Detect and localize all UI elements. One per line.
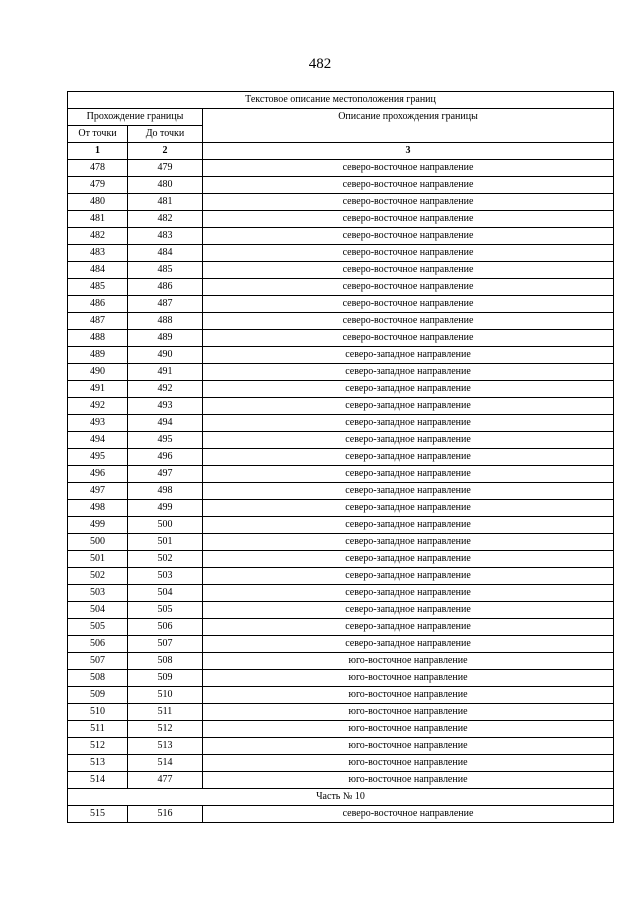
- table-row: [68, 364, 614, 381]
- cell-to-point: 483: [128, 228, 203, 245]
- cell-description: северо-западное направление: [203, 364, 614, 381]
- table-row: [68, 636, 614, 653]
- table-row: [68, 415, 614, 432]
- cell-from-point: 478: [68, 160, 128, 177]
- cell-to-point: 510: [128, 687, 203, 704]
- cell-from-point: 508: [68, 670, 128, 687]
- cell-to-point: 505: [128, 602, 203, 619]
- cell-from-point: 481: [68, 211, 128, 228]
- cell-to-point: 494: [128, 415, 203, 432]
- table-row: [68, 721, 614, 738]
- cell-description: юго-восточное направление: [203, 738, 614, 755]
- table-row: [68, 296, 614, 313]
- cell-description: северо-западное направление: [203, 568, 614, 585]
- table-title-row: [68, 92, 614, 109]
- table-title: Текстовое описание местоположения границ: [68, 92, 614, 109]
- cell-from-point: 513: [68, 755, 128, 772]
- cell-to-point: 487: [128, 296, 203, 313]
- cell-from-point: 483: [68, 245, 128, 262]
- cell-from-point: 484: [68, 262, 128, 279]
- table-row: [68, 381, 614, 398]
- cell-description: северо-западное направление: [203, 466, 614, 483]
- cell-description: северо-западное направление: [203, 381, 614, 398]
- cell-to-point: 516: [128, 806, 203, 823]
- table-row: [68, 279, 614, 296]
- cell-description: юго-восточное направление: [203, 772, 614, 789]
- table-row: [68, 449, 614, 466]
- cell-from-point: 490: [68, 364, 128, 381]
- cell-to-point: 484: [128, 245, 203, 262]
- cell-to-point: 509: [128, 670, 203, 687]
- table-row: [68, 228, 614, 245]
- cell-to-point: 480: [128, 177, 203, 194]
- cell-to-point: 489: [128, 330, 203, 347]
- cell-to-point: 479: [128, 160, 203, 177]
- cell-description: северо-восточное направление: [203, 211, 614, 228]
- cell-to-point: 493: [128, 398, 203, 415]
- cell-to-point: 501: [128, 534, 203, 551]
- cell-description: юго-восточное направление: [203, 687, 614, 704]
- cell-to-point: 490: [128, 347, 203, 364]
- column-number: 2: [128, 143, 203, 160]
- cell-description: юго-восточное направление: [203, 670, 614, 687]
- cell-description: северо-восточное направление: [203, 806, 614, 823]
- cell-description: юго-восточное направление: [203, 755, 614, 772]
- cell-from-point: 488: [68, 330, 128, 347]
- cell-description: северо-западное направление: [203, 415, 614, 432]
- cell-description: северо-западное направление: [203, 449, 614, 466]
- cell-to-point: 497: [128, 466, 203, 483]
- cell-description: северо-западное направление: [203, 551, 614, 568]
- cell-to-point: 507: [128, 636, 203, 653]
- table-row: [68, 160, 614, 177]
- table-row: [68, 806, 614, 823]
- table-row: [68, 483, 614, 500]
- table-row: [68, 194, 614, 211]
- header-to: До точки: [128, 126, 203, 143]
- table-row: [68, 551, 614, 568]
- table-row: [68, 670, 614, 687]
- cell-description: северо-западное направление: [203, 398, 614, 415]
- cell-description: северо-восточное направление: [203, 313, 614, 330]
- cell-description: северо-восточное направление: [203, 262, 614, 279]
- table-row: [68, 704, 614, 721]
- cell-from-point: 482: [68, 228, 128, 245]
- cell-from-point: 485: [68, 279, 128, 296]
- table-row: [68, 313, 614, 330]
- cell-from-point: 507: [68, 653, 128, 670]
- cell-from-point: 502: [68, 568, 128, 585]
- cell-description: северо-западное направление: [203, 500, 614, 517]
- table-row: [68, 585, 614, 602]
- table-row: [68, 738, 614, 755]
- cell-description: северо-восточное направление: [203, 296, 614, 313]
- section-row: [68, 789, 614, 806]
- cell-description: северо-западное направление: [203, 602, 614, 619]
- cell-from-point: 479: [68, 177, 128, 194]
- cell-to-point: 502: [128, 551, 203, 568]
- table-row: [68, 211, 614, 228]
- boundary-table: [67, 91, 614, 823]
- cell-description: северо-западное направление: [203, 432, 614, 449]
- cell-description: северо-восточное направление: [203, 160, 614, 177]
- cell-to-point: 485: [128, 262, 203, 279]
- cell-description: северо-западное направление: [203, 636, 614, 653]
- cell-from-point: 489: [68, 347, 128, 364]
- cell-description: северо-восточное направление: [203, 245, 614, 262]
- cell-from-point: 503: [68, 585, 128, 602]
- table-row: [68, 432, 614, 449]
- cell-from-point: 496: [68, 466, 128, 483]
- cell-from-point: 501: [68, 551, 128, 568]
- cell-to-point: 500: [128, 517, 203, 534]
- cell-from-point: 495: [68, 449, 128, 466]
- cell-from-point: 512: [68, 738, 128, 755]
- table-body: [68, 92, 614, 823]
- cell-to-point: 514: [128, 755, 203, 772]
- page-number: 482: [308, 56, 332, 72]
- cell-from-point: 492: [68, 398, 128, 415]
- cell-to-point: 512: [128, 721, 203, 738]
- cell-to-point: 496: [128, 449, 203, 466]
- cell-to-point: 481: [128, 194, 203, 211]
- cell-to-point: 499: [128, 500, 203, 517]
- table-row: [68, 619, 614, 636]
- cell-from-point: 515: [68, 806, 128, 823]
- cell-from-point: 504: [68, 602, 128, 619]
- cell-to-point: 511: [128, 704, 203, 721]
- table-row: [68, 177, 614, 194]
- table-row: [68, 653, 614, 670]
- cell-from-point: 509: [68, 687, 128, 704]
- cell-description: северо-восточное направление: [203, 228, 614, 245]
- cell-from-point: 480: [68, 194, 128, 211]
- cell-from-point: 487: [68, 313, 128, 330]
- cell-description: северо-западное направление: [203, 585, 614, 602]
- cell-to-point: 491: [128, 364, 203, 381]
- table-row: [68, 534, 614, 551]
- cell-description: северо-западное направление: [203, 619, 614, 636]
- cell-description: северо-восточное направление: [203, 330, 614, 347]
- cell-to-point: 486: [128, 279, 203, 296]
- table-row: [68, 568, 614, 585]
- table-row: [68, 602, 614, 619]
- section-label: Часть № 10: [68, 789, 614, 806]
- cell-to-point: 508: [128, 653, 203, 670]
- cell-to-point: 504: [128, 585, 203, 602]
- table-row: [68, 772, 614, 789]
- table-row: [68, 398, 614, 415]
- header-description: Описание прохождения границы: [203, 109, 614, 143]
- table-row: [68, 500, 614, 517]
- cell-to-point: 495: [128, 432, 203, 449]
- cell-description: северо-западное направление: [203, 517, 614, 534]
- cell-from-point: 499: [68, 517, 128, 534]
- cell-to-point: 506: [128, 619, 203, 636]
- cell-from-point: 491: [68, 381, 128, 398]
- column-number-row: [68, 143, 614, 160]
- cell-from-point: 506: [68, 636, 128, 653]
- cell-description: северо-западное направление: [203, 347, 614, 364]
- cell-description: северо-восточное направление: [203, 177, 614, 194]
- table-row: [68, 245, 614, 262]
- column-number: 3: [203, 143, 614, 160]
- header-from: От точки: [68, 126, 128, 143]
- header-group: Прохождение границы: [68, 109, 203, 126]
- cell-description: северо-западное направление: [203, 534, 614, 551]
- cell-to-point: 498: [128, 483, 203, 500]
- cell-from-point: 493: [68, 415, 128, 432]
- cell-from-point: 497: [68, 483, 128, 500]
- cell-to-point: 477: [128, 772, 203, 789]
- cell-from-point: 494: [68, 432, 128, 449]
- table-row: [68, 687, 614, 704]
- cell-from-point: 498: [68, 500, 128, 517]
- table-row: [68, 262, 614, 279]
- cell-to-point: 492: [128, 381, 203, 398]
- table-row: [68, 347, 614, 364]
- cell-description: юго-восточное направление: [203, 653, 614, 670]
- table-row: [68, 466, 614, 483]
- cell-description: северо-восточное направление: [203, 194, 614, 211]
- cell-description: юго-восточное направление: [203, 721, 614, 738]
- table-row: [68, 755, 614, 772]
- column-number: 1: [68, 143, 128, 160]
- cell-description: юго-восточное направление: [203, 704, 614, 721]
- cell-description: северо-восточное направление: [203, 279, 614, 296]
- cell-from-point: 486: [68, 296, 128, 313]
- cell-from-point: 510: [68, 704, 128, 721]
- cell-to-point: 503: [128, 568, 203, 585]
- table-row: [68, 517, 614, 534]
- cell-from-point: 505: [68, 619, 128, 636]
- cell-from-point: 500: [68, 534, 128, 551]
- cell-description: северо-западное направление: [203, 483, 614, 500]
- cell-to-point: 482: [128, 211, 203, 228]
- cell-to-point: 513: [128, 738, 203, 755]
- cell-from-point: 514: [68, 772, 128, 789]
- table-row: [68, 330, 614, 347]
- cell-from-point: 511: [68, 721, 128, 738]
- header-row-1: [68, 109, 614, 126]
- cell-to-point: 488: [128, 313, 203, 330]
